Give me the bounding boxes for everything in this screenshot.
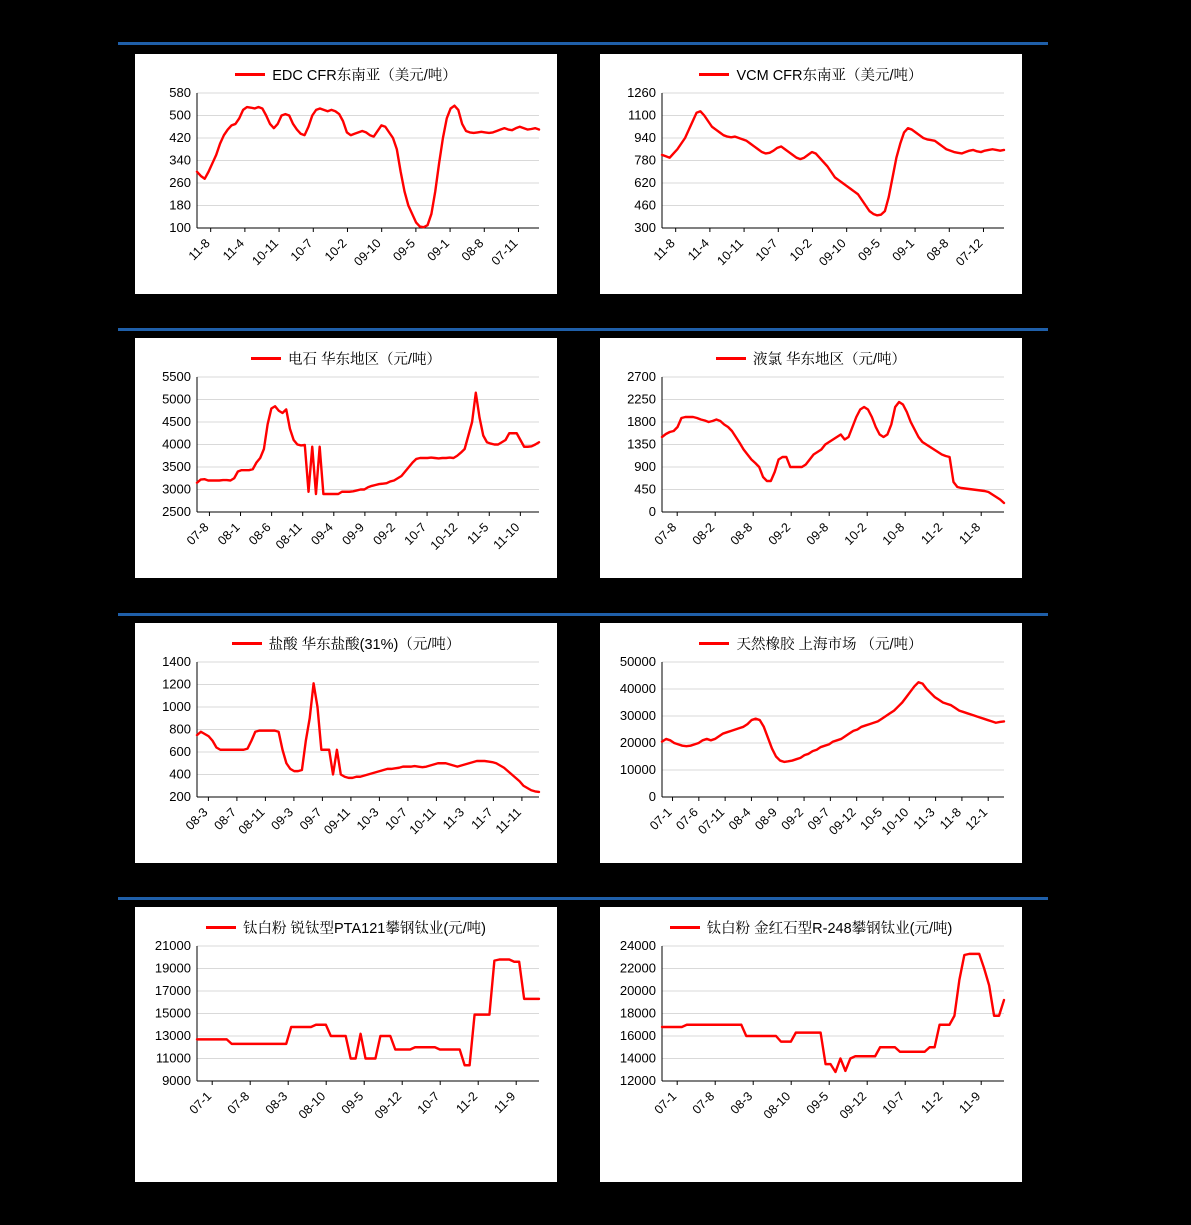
svg-text:0: 0 xyxy=(648,789,656,804)
svg-text:07-8: 07-8 xyxy=(183,520,212,548)
svg-text:11-8: 11-8 xyxy=(650,236,678,264)
svg-text:08-1: 08-1 xyxy=(215,520,243,548)
svg-text:09-1: 09-1 xyxy=(889,236,918,264)
svg-text:3000: 3000 xyxy=(162,481,191,497)
svg-text:08-3: 08-3 xyxy=(727,1089,756,1117)
svg-text:1400: 1400 xyxy=(162,654,191,669)
chart-legend-vcm-cfr-sea xyxy=(600,54,1022,85)
svg-text:10-7: 10-7 xyxy=(752,236,781,264)
svg-text:450: 450 xyxy=(634,481,656,497)
svg-text:10-2: 10-2 xyxy=(787,236,815,264)
svg-text:10-2: 10-2 xyxy=(841,520,870,548)
svg-text:11000: 11000 xyxy=(155,1050,191,1066)
svg-text:08-11: 08-11 xyxy=(235,805,268,838)
svg-text:07-1: 07-1 xyxy=(647,805,675,833)
svg-text:2700: 2700 xyxy=(627,369,656,384)
svg-text:340: 340 xyxy=(169,152,191,168)
chart-panel-vcm-cfr-sea xyxy=(600,54,1022,294)
chart-panel-natural-rubber xyxy=(600,623,1022,863)
plot-area-liquid-chlorine xyxy=(600,369,1022,574)
svg-text:07-8: 07-8 xyxy=(689,1089,718,1117)
divider-row-1 xyxy=(118,42,1048,45)
svg-text:08-8: 08-8 xyxy=(458,236,487,264)
legend-swatch-icon xyxy=(232,642,262,645)
svg-text:08-10: 08-10 xyxy=(760,1089,794,1122)
svg-text:100: 100 xyxy=(169,220,191,235)
chart-legend-hydrochloric-acid xyxy=(135,623,557,654)
svg-text:07-11: 07-11 xyxy=(488,236,521,269)
svg-text:10-11: 10-11 xyxy=(249,236,282,269)
svg-text:1100: 1100 xyxy=(628,107,656,123)
svg-text:09-3: 09-3 xyxy=(268,805,297,833)
svg-text:09-2: 09-2 xyxy=(778,805,807,833)
svg-text:11-4: 11-4 xyxy=(220,236,248,264)
svg-text:24000: 24000 xyxy=(619,938,656,953)
svg-text:08-11: 08-11 xyxy=(272,520,305,553)
svg-text:07-11: 07-11 xyxy=(695,805,728,838)
svg-text:11-11: 11-11 xyxy=(492,805,525,837)
svg-text:580: 580 xyxy=(169,85,191,100)
svg-text:9000: 9000 xyxy=(162,1073,191,1088)
svg-text:4500: 4500 xyxy=(162,414,191,429)
svg-text:5500: 5500 xyxy=(162,369,191,384)
svg-text:09-7: 09-7 xyxy=(804,805,833,833)
svg-text:10-7: 10-7 xyxy=(414,1089,443,1117)
svg-text:1000: 1000 xyxy=(162,699,191,714)
svg-text:09-8: 09-8 xyxy=(803,520,832,548)
svg-text:09-5: 09-5 xyxy=(338,1089,367,1117)
svg-text:10-12: 10-12 xyxy=(427,520,461,553)
legend-label: 天然橡胶 上海市场 （元/吨） xyxy=(736,637,923,653)
svg-text:10-10: 10-10 xyxy=(878,805,912,838)
chart-panel-edc-cfr-sea xyxy=(135,54,557,294)
svg-text:07-6: 07-6 xyxy=(673,805,701,833)
svg-text:09-1: 09-1 xyxy=(424,236,453,264)
plot-area-hydrochloric-acid xyxy=(135,654,557,859)
svg-text:2250: 2250 xyxy=(627,391,656,407)
legend-label: VCM CFR东南亚（美元/吨） xyxy=(736,68,923,84)
svg-text:800: 800 xyxy=(169,721,191,737)
svg-text:11-4: 11-4 xyxy=(685,236,713,264)
legend-swatch-icon xyxy=(251,357,281,360)
svg-text:08-9: 08-9 xyxy=(752,805,780,833)
svg-text:500: 500 xyxy=(169,107,191,123)
svg-text:11-8: 11-8 xyxy=(956,520,984,548)
chart-panel-tio2-anatase xyxy=(135,907,557,1182)
svg-text:620: 620 xyxy=(634,175,656,190)
svg-text:09-11: 09-11 xyxy=(321,805,354,838)
svg-text:07-1: 07-1 xyxy=(651,1089,680,1117)
chart-legend-tio2-rutile xyxy=(600,907,1022,938)
svg-text:780: 780 xyxy=(634,152,656,168)
svg-text:09-9: 09-9 xyxy=(339,520,368,548)
svg-text:600: 600 xyxy=(169,744,191,759)
svg-text:13000: 13000 xyxy=(154,1028,191,1043)
svg-text:18000: 18000 xyxy=(619,1005,656,1021)
divider-row-3 xyxy=(118,613,1048,616)
svg-text:08-10: 08-10 xyxy=(295,1089,329,1122)
svg-text:20000: 20000 xyxy=(619,983,656,998)
svg-text:1350: 1350 xyxy=(627,436,656,452)
svg-text:10-7: 10-7 xyxy=(879,1089,908,1117)
plot-area-tio2-anatase xyxy=(135,938,557,1143)
svg-text:09-4: 09-4 xyxy=(308,520,336,548)
chart-panel-tio2-rutile xyxy=(600,907,1022,1182)
svg-text:08-8: 08-8 xyxy=(923,236,952,264)
svg-text:07-12: 07-12 xyxy=(953,236,986,269)
svg-text:08-4: 08-4 xyxy=(725,805,754,833)
svg-text:10-11: 10-11 xyxy=(714,236,747,269)
svg-text:09-2: 09-2 xyxy=(765,520,794,548)
svg-text:08-3: 08-3 xyxy=(182,805,211,833)
svg-text:12000: 12000 xyxy=(619,1073,656,1088)
legend-label: 钛白粉 锐钛型PTA121攀钢钛业(元/吨) xyxy=(242,921,487,937)
svg-text:400: 400 xyxy=(169,766,191,782)
svg-text:09-12: 09-12 xyxy=(826,805,859,838)
svg-text:1200: 1200 xyxy=(162,676,191,692)
svg-text:09-7: 09-7 xyxy=(296,805,325,833)
svg-text:07-8: 07-8 xyxy=(651,520,680,548)
legend-swatch-icon xyxy=(699,73,729,76)
svg-text:09-10: 09-10 xyxy=(816,236,849,269)
chart-legend-liquid-chlorine xyxy=(600,338,1022,369)
svg-text:260: 260 xyxy=(169,175,191,190)
plot-area-vcm-cfr-sea xyxy=(600,85,1022,290)
svg-text:07-8: 07-8 xyxy=(224,1089,253,1117)
svg-text:21000: 21000 xyxy=(154,938,191,953)
chart-legend-tio2-anatase xyxy=(135,907,557,938)
svg-text:940: 940 xyxy=(634,130,656,145)
svg-text:10-7: 10-7 xyxy=(382,805,411,833)
svg-text:10-11: 10-11 xyxy=(406,805,439,838)
svg-text:10-7: 10-7 xyxy=(287,236,316,264)
svg-text:10-7: 10-7 xyxy=(401,520,430,548)
svg-text:10-3: 10-3 xyxy=(353,805,382,833)
legend-label: EDC CFR东南亚（美元/吨） xyxy=(272,68,457,84)
svg-text:11-2: 11-2 xyxy=(918,1089,946,1117)
legend-swatch-icon xyxy=(716,357,746,360)
svg-text:09-2: 09-2 xyxy=(370,520,399,548)
svg-text:11-8: 11-8 xyxy=(937,805,965,833)
svg-text:12-1: 12-1 xyxy=(962,805,991,833)
chart-legend-calcium-carbide xyxy=(135,338,557,369)
svg-text:900: 900 xyxy=(634,459,656,474)
chart-legend-natural-rubber xyxy=(600,623,1022,654)
plot-area-edc-cfr-sea xyxy=(135,85,557,290)
divider-row-2 xyxy=(118,328,1048,331)
svg-text:180: 180 xyxy=(169,197,191,213)
plot-area-tio2-rutile xyxy=(600,938,1022,1143)
chart-panel-liquid-chlorine xyxy=(600,338,1022,578)
svg-text:30000: 30000 xyxy=(619,708,656,723)
svg-text:300: 300 xyxy=(634,220,656,235)
svg-text:11-3: 11-3 xyxy=(440,805,468,833)
svg-text:11-10: 11-10 xyxy=(490,520,523,553)
svg-text:11-2: 11-2 xyxy=(918,520,946,548)
plot-area-natural-rubber xyxy=(600,654,1022,859)
svg-text:10-5: 10-5 xyxy=(857,805,886,833)
svg-text:09-10: 09-10 xyxy=(351,236,384,269)
legend-swatch-icon xyxy=(206,926,236,929)
svg-text:16000: 16000 xyxy=(619,1028,656,1043)
svg-text:1260: 1260 xyxy=(627,85,656,100)
svg-text:5000: 5000 xyxy=(162,391,191,407)
svg-text:10-8: 10-8 xyxy=(879,520,908,548)
legend-label: 电石 华东地区（元/吨） xyxy=(287,352,442,368)
legend-label: 液氯 华东地区（元/吨） xyxy=(752,352,907,368)
legend-swatch-icon xyxy=(670,926,700,929)
svg-text:3500: 3500 xyxy=(162,459,191,474)
svg-text:200: 200 xyxy=(169,789,191,804)
svg-text:0: 0 xyxy=(648,504,656,519)
svg-text:09-12: 09-12 xyxy=(371,1089,405,1122)
svg-text:22000: 22000 xyxy=(619,960,656,976)
svg-text:11-9: 11-9 xyxy=(491,1089,519,1117)
svg-text:08-3: 08-3 xyxy=(262,1089,291,1117)
svg-text:09-5: 09-5 xyxy=(855,236,884,264)
svg-text:14000: 14000 xyxy=(619,1050,656,1066)
svg-text:4000: 4000 xyxy=(162,436,191,452)
legend-label: 盐酸 华东盐酸(31%)（元/吨） xyxy=(268,637,461,653)
chart-panel-hydrochloric-acid xyxy=(135,623,557,863)
svg-text:420: 420 xyxy=(169,130,191,145)
svg-text:08-6: 08-6 xyxy=(246,520,274,548)
legend-swatch-icon xyxy=(699,642,729,645)
svg-text:08-8: 08-8 xyxy=(727,520,756,548)
legend-swatch-icon xyxy=(235,73,265,76)
divider-row-4 xyxy=(118,897,1048,900)
svg-text:08-7: 08-7 xyxy=(211,805,240,833)
svg-text:11-3: 11-3 xyxy=(910,805,938,833)
svg-text:08-2: 08-2 xyxy=(689,520,718,548)
svg-text:09-5: 09-5 xyxy=(390,236,419,264)
legend-label: 钛白粉 金红石型R-248攀钢钛业(元/吨) xyxy=(706,921,953,937)
svg-text:11-8: 11-8 xyxy=(185,236,213,264)
svg-text:17000: 17000 xyxy=(154,983,191,998)
svg-text:15000: 15000 xyxy=(154,1005,191,1021)
svg-text:10000: 10000 xyxy=(619,762,656,777)
svg-text:460: 460 xyxy=(634,197,656,213)
svg-text:1800: 1800 xyxy=(627,414,656,429)
svg-text:2500: 2500 xyxy=(162,504,191,519)
plot-area-calcium-carbide xyxy=(135,369,557,574)
svg-text:09-12: 09-12 xyxy=(836,1089,870,1122)
svg-text:10-2: 10-2 xyxy=(322,236,350,264)
svg-text:11-7: 11-7 xyxy=(468,805,496,833)
svg-text:11-5: 11-5 xyxy=(464,520,492,548)
svg-text:11-2: 11-2 xyxy=(453,1089,481,1117)
svg-text:09-5: 09-5 xyxy=(803,1089,832,1117)
svg-text:20000: 20000 xyxy=(619,735,656,750)
svg-text:40000: 40000 xyxy=(619,681,656,696)
svg-text:07-1: 07-1 xyxy=(186,1089,215,1117)
svg-text:50000: 50000 xyxy=(619,654,656,669)
chart-panel-calcium-carbide xyxy=(135,338,557,578)
svg-text:19000: 19000 xyxy=(154,960,191,976)
svg-text:11-9: 11-9 xyxy=(956,1089,984,1117)
chart-legend-edc-cfr-sea xyxy=(135,54,557,85)
